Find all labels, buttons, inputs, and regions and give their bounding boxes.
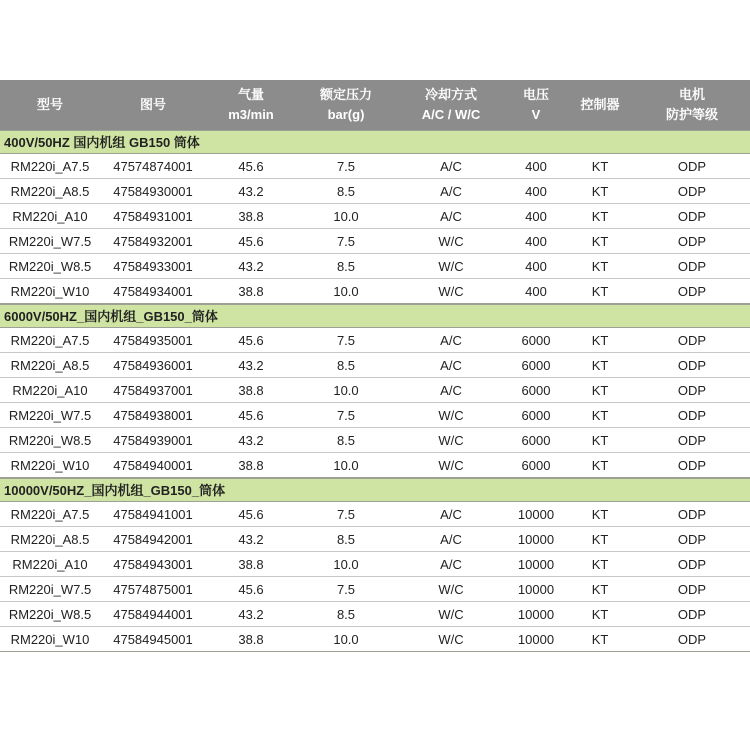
table-cell: ODP (677, 556, 707, 572)
table-cell: W/C (438, 432, 464, 448)
column-header (100, 95, 206, 115)
column-header-label: 图号 (139, 97, 166, 112)
table-cell: 47584938001 (113, 407, 193, 423)
table-cell: ODP (677, 581, 707, 597)
table-cell: RM220i_A10 (12, 382, 88, 398)
table-cell: W/C (438, 606, 464, 622)
table-cell: A/C (440, 208, 462, 224)
table-cell: 7.5 (336, 233, 356, 249)
table-cell: 7.5 (336, 332, 356, 348)
table-cell: KT (591, 531, 609, 547)
table-cell: RM220i_A7.5 (10, 332, 90, 348)
table-cell: ODP (677, 606, 707, 622)
table-cell: 8.5 (336, 258, 356, 274)
table-cell: W/C (438, 407, 464, 423)
table-cell: 6000 (521, 407, 551, 423)
table-row (0, 254, 750, 279)
table-cell: 43.2 (238, 183, 264, 199)
table-cell: 47584936001 (113, 357, 193, 373)
column-header (506, 85, 566, 125)
table-cell: 6000 (521, 357, 551, 373)
group-title: 400V/50HZ 国内机组 GB150 筒体 (0, 130, 750, 154)
table-cell: ODP (677, 208, 707, 224)
table-cell: 47574874001 (113, 158, 193, 174)
table-row (0, 204, 750, 229)
table-cell: A/C (440, 332, 462, 348)
table-cell: RM220i_W10 (10, 283, 90, 299)
table-cell: RM220i_A8.5 (10, 183, 90, 199)
table-row (0, 154, 750, 179)
group-title: 10000V/50HZ_国内机组_GB150_筒体 (0, 478, 750, 502)
table-row (0, 502, 750, 527)
table-row (0, 229, 750, 254)
table-cell: 47584944001 (113, 606, 193, 622)
table-cell: RM220i_W7.5 (8, 233, 92, 249)
table-cell: 43.2 (238, 258, 264, 274)
table-cell: 38.8 (238, 457, 264, 473)
column-header-unit: V (531, 107, 541, 122)
table-cell: 400 (525, 158, 547, 174)
table-cell: 10.0 (333, 208, 359, 224)
column-header-unit: A/C / W/C (421, 107, 481, 122)
group-title: 6000V/50HZ_国内机组_GB150_筒体 (0, 304, 750, 328)
table-cell: 10.0 (333, 631, 359, 647)
table-cell: 7.5 (336, 407, 356, 423)
table-cell: RM220i_W8.5 (8, 606, 92, 622)
table-cell: 45.6 (238, 332, 264, 348)
table-cell: 43.2 (238, 357, 264, 373)
table-cell: KT (591, 283, 609, 299)
table-cell: 38.8 (238, 556, 264, 572)
table-cell: 47584935001 (113, 332, 193, 348)
table-cell: ODP (677, 357, 707, 373)
table-cell: KT (591, 631, 609, 647)
column-header-label: 型号 (36, 97, 63, 112)
table-cell: KT (591, 407, 609, 423)
table-cell: W/C (438, 233, 464, 249)
table-cell: 8.5 (336, 183, 356, 199)
table-cell: 38.8 (238, 631, 264, 647)
table-cell: 10000 (517, 631, 555, 647)
table-cell: A/C (440, 357, 462, 373)
table-cell: RM220i_W8.5 (8, 432, 92, 448)
table-cell: 47584939001 (113, 432, 193, 448)
table-cell: ODP (677, 457, 707, 473)
table-cell: 400 (525, 183, 547, 199)
table-cell: 8.5 (336, 432, 356, 448)
table-cell: KT (591, 357, 609, 373)
table-cell: RM220i_W7.5 (8, 407, 92, 423)
table-row (0, 378, 750, 403)
table-body (0, 130, 750, 652)
table-cell: W/C (438, 457, 464, 473)
table-cell: KT (591, 581, 609, 597)
table-cell: 6000 (521, 332, 551, 348)
table-cell: 10.0 (333, 457, 359, 473)
table-cell: 45.6 (238, 233, 264, 249)
table-cell: W/C (438, 283, 464, 299)
column-header (0, 95, 100, 115)
table-cell: KT (591, 506, 609, 522)
table-cell: 7.5 (336, 581, 356, 597)
table-cell: KT (591, 556, 609, 572)
table-cell: 45.6 (238, 506, 264, 522)
column-header (296, 85, 396, 125)
table-cell: W/C (438, 631, 464, 647)
table-cell: KT (591, 432, 609, 448)
table-cell: 47584942001 (113, 531, 193, 547)
table-cell: 43.2 (238, 432, 264, 448)
table-cell: 45.6 (238, 581, 264, 597)
table-cell: A/C (440, 556, 462, 572)
table-cell: 10000 (517, 606, 555, 622)
table-cell: RM220i_A8.5 (10, 531, 90, 547)
table-cell: KT (591, 457, 609, 473)
column-header-label: 控制器 (580, 97, 620, 112)
column-header-label: 额定压力 (319, 87, 372, 102)
table-cell: KT (591, 258, 609, 274)
table-cell: 43.2 (238, 606, 264, 622)
table-cell: ODP (677, 283, 707, 299)
table-cell: 47584937001 (113, 382, 193, 398)
column-header-unit: 防护等级 (665, 107, 718, 122)
table-cell: 43.2 (238, 531, 264, 547)
table-cell: 47574875001 (113, 581, 193, 597)
table-cell: 47584933001 (113, 258, 193, 274)
table-cell: 400 (525, 208, 547, 224)
table-cell: ODP (677, 332, 707, 348)
table-cell: ODP (677, 631, 707, 647)
table-cell: A/C (440, 382, 462, 398)
table-cell: 10000 (517, 581, 555, 597)
table-cell: 47584930001 (113, 183, 193, 199)
table-cell: 400 (525, 283, 547, 299)
column-header-label: 电压 (522, 87, 549, 102)
table-cell: 38.8 (238, 283, 264, 299)
table-cell: ODP (677, 158, 707, 174)
table-cell: 6000 (521, 457, 551, 473)
table-cell: 38.8 (238, 382, 264, 398)
table-cell: 45.6 (238, 158, 264, 174)
table-cell: KT (591, 606, 609, 622)
table-row (0, 577, 750, 602)
table-cell: KT (591, 332, 609, 348)
table-cell: KT (591, 382, 609, 398)
table-row (0, 453, 750, 478)
table-cell: RM220i_A10 (12, 556, 88, 572)
column-header (396, 85, 506, 125)
table-cell: RM220i_A7.5 (10, 158, 90, 174)
table-cell: 10.0 (333, 556, 359, 572)
table-cell: 10000 (517, 531, 555, 547)
table-cell: ODP (677, 233, 707, 249)
table-cell: KT (591, 183, 609, 199)
column-header-unit: bar(g) (327, 107, 365, 122)
column-header-unit: m3/min (228, 107, 274, 122)
table-row (0, 627, 750, 652)
table-cell: RM220i_W10 (10, 631, 90, 647)
column-header (206, 85, 296, 125)
table-cell: KT (591, 158, 609, 174)
table-cell: ODP (677, 506, 707, 522)
table-cell: A/C (440, 531, 462, 547)
column-header-label: 气量 (237, 87, 264, 102)
table-cell: 47584940001 (113, 457, 193, 473)
table-cell: 47584934001 (113, 283, 193, 299)
table-cell: 10.0 (333, 283, 359, 299)
spec-table (0, 80, 750, 652)
table-cell: ODP (677, 407, 707, 423)
table-cell: 400 (525, 233, 547, 249)
table-cell: RM220i_W8.5 (8, 258, 92, 274)
table-cell: RM220i_W10 (10, 457, 90, 473)
table-cell: RM220i_A8.5 (10, 357, 90, 373)
table-cell: 7.5 (336, 158, 356, 174)
table-cell: RM220i_A10 (12, 208, 88, 224)
table-cell: 8.5 (336, 357, 356, 373)
table-row (0, 602, 750, 627)
table-cell: A/C (440, 183, 462, 199)
table-cell: A/C (440, 506, 462, 522)
table-cell: ODP (677, 432, 707, 448)
table-cell: 8.5 (336, 606, 356, 622)
table-row (0, 428, 750, 453)
table-cell: ODP (677, 258, 707, 274)
table-cell: ODP (677, 531, 707, 547)
column-header (566, 95, 634, 115)
table-cell: 6000 (521, 382, 551, 398)
table-cell: W/C (438, 581, 464, 597)
table-cell: 38.8 (238, 208, 264, 224)
table-cell: 47584931001 (113, 208, 193, 224)
table-cell: 8.5 (336, 531, 356, 547)
table-cell: KT (591, 208, 609, 224)
table-cell: 47584941001 (113, 506, 193, 522)
table-cell: A/C (440, 158, 462, 174)
table-cell: 10000 (517, 556, 555, 572)
table-row (0, 279, 750, 304)
table-row (0, 328, 750, 353)
column-header-label: 电机 (678, 87, 705, 102)
column-header (634, 85, 750, 125)
table-cell: 10000 (517, 506, 555, 522)
table-cell: ODP (677, 183, 707, 199)
table-cell: 45.6 (238, 407, 264, 423)
table-row (0, 527, 750, 552)
table-row (0, 552, 750, 577)
table-cell: 47584945001 (113, 631, 193, 647)
table-cell: 400 (525, 258, 547, 274)
table-cell: 47584932001 (113, 233, 193, 249)
table-cell: ODP (677, 382, 707, 398)
table-cell: RM220i_W7.5 (8, 581, 92, 597)
table-row (0, 179, 750, 204)
column-header-label: 冷却方式 (424, 87, 477, 102)
table-cell: W/C (438, 258, 464, 274)
table-cell: 10.0 (333, 382, 359, 398)
table-cell: 6000 (521, 432, 551, 448)
table-header (0, 80, 750, 130)
table-row (0, 403, 750, 428)
table-row (0, 353, 750, 378)
table-cell: KT (591, 233, 609, 249)
table-cell: 7.5 (336, 506, 356, 522)
table-cell: 47584943001 (113, 556, 193, 572)
table-cell: RM220i_A7.5 (10, 506, 90, 522)
